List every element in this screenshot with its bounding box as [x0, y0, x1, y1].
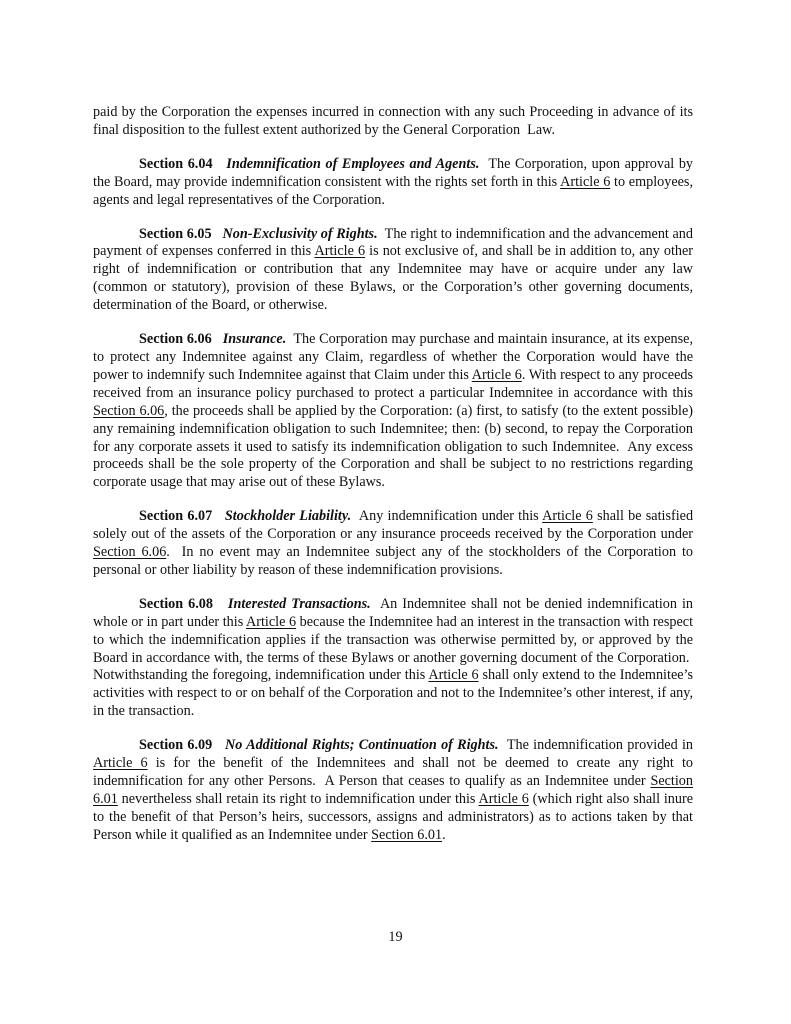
section-body-text: . In no event may an Indemnitee subject any of the stockholders of the Corporation to personal or other liability by reason of these indemnification provisions.: [93, 544, 693, 578]
cross-reference-link[interactable]: Section 6.01: [93, 773, 693, 807]
section-body-text: shall only extend to the Indemnitee’s activities with respect to or on behalf of the Corporation and not to the Indemnitee’s other interest, if any, in the transaction.: [93, 667, 693, 720]
cross-reference-link[interactable]: Section 6.06: [93, 402, 165, 419]
section-number: Section 6.04: [139, 155, 213, 172]
cross-reference-link[interactable]: Article 6: [314, 243, 366, 260]
cross-reference-link[interactable]: Article 6: [542, 508, 593, 525]
section-body-text: , the proceeds shall be applied by the Corporation: (a) first, to satisfy (to the extent possible) any remaining indemnification obligation to such Indemnitee; then: (b) second, to repay the Corporation for any corporate assets it used to satisfy its indemnification obligation to such Indemnitee. Any excess proceeds shall be the sole property of the Corporation and shall be subject to no restrictions regarding corporate usage that may arise out of these Bylaws.: [93, 402, 693, 491]
document-page: [93, 104, 693, 861]
section-number: Section 6.09: [139, 737, 213, 754]
section-paragraph: [93, 331, 693, 492]
section-paragraph: [93, 737, 693, 844]
section-number: Section 6.07: [139, 508, 213, 525]
section-body-text: because the Indemnitee had an interest in the transaction with respect to which the indemnification applies if the transaction was otherwise permitted by, or approved by the Board in accordance with, the terms of these Bylaws or another governing document of the Corporation. Notwithstanding the foregoing, indemnification under this: [93, 613, 694, 684]
cross-reference-link[interactable]: Article 6: [428, 667, 479, 684]
section-body-text: .: [442, 826, 446, 843]
section-body-text: (which right also shall inure to the benefit of that Person’s heirs, successors, assigns and administrators) as to actions taken by that Person while it qualified as an Indemnitee under: [93, 790, 694, 843]
section-title: No Additional Rights; Continuation of Rights.: [225, 737, 499, 754]
section-body-text: shall be satisfied solely out of the assets of the Corporation or any insurance proceeds received by the Corporation under: [93, 508, 694, 543]
section-body-text: Any indemnification under this: [358, 508, 543, 525]
section-paragraph: [93, 596, 693, 721]
section-title: Insurance.: [222, 331, 287, 348]
cross-reference-link[interactable]: Section 6.01: [371, 826, 443, 843]
section-body-text: The Corporation may purchase and maintain insurance, at its expense, to protect any Indemnitee against any Claim, regardless of whether the Corporation would have the power to indemnify such Indemnitee against that Claim under this: [93, 331, 694, 383]
cross-reference-link[interactable]: Article 6: [93, 755, 148, 772]
section-title: Stockholder Liability.: [224, 508, 352, 525]
section-title: Interested Transactions.: [227, 595, 371, 612]
section-number: Section 6.08: [139, 595, 213, 612]
section-body-text: An Indemnitee shall not be denied indemnification in whole or in part under this: [93, 595, 694, 630]
intro-paragraph: paid by the Corporation the expenses incurred in connection with any such Proceeding in advance of its final disposition to the fullest extent authorized by the General Corporation Law.: [93, 104, 693, 138]
section-body-text: is for the benefit of the Indemnitees and shall not be deemed to create any right to indemnification for any other Persons. A Person that ceases to qualify as an Indemnitee under: [93, 755, 693, 789]
section-number: Section 6.05: [139, 225, 212, 242]
cross-reference-link[interactable]: Article 6: [478, 790, 529, 807]
section-body-text: . With respect to any proceeds received from an insurance policy purchased to protect a particular Indemnitee in accordance with this: [93, 366, 694, 401]
cross-reference-link[interactable]: Section 6.06: [93, 544, 167, 561]
cross-reference-link[interactable]: Article 6: [246, 613, 297, 630]
page-number: 19: [388, 929, 403, 945]
section-number: Section 6.06: [139, 331, 212, 348]
section-paragraph: [93, 508, 693, 580]
section-paragraph: [93, 226, 693, 316]
sections-container: [93, 156, 693, 845]
section-body-text: The right to indemnification and the advancement and payment of expenses conferred in this: [93, 225, 693, 260]
section-body-text: The indemnification provided in: [506, 737, 693, 754]
section-paragraph: [93, 156, 693, 210]
section-body-text: The Corporation, upon approval by the Board, may provide indemnification consistent with the rights set forth in this: [93, 155, 694, 190]
section-body-text: is not exclusive of, and shall be in addition to, any other right of indemnification or contribution that any Indemnitee may have or acquire under any law (common or statutory), provision of these Bylaws, or the Corporation’s other governing documents, determination of the Board, or otherwise.: [93, 243, 694, 314]
section-title: Non-Exclusivity of Rights.: [222, 225, 378, 242]
cross-reference-link[interactable]: Article 6: [560, 173, 611, 190]
section-title: Indemnification of Employees and Agents.: [226, 155, 480, 172]
section-body-text: to employees, agents and legal representatives of the Corporation.: [93, 173, 693, 208]
section-body-text: nevertheless shall retain its right to indemnification under this: [117, 790, 479, 807]
cross-reference-link[interactable]: Article 6: [471, 366, 522, 383]
